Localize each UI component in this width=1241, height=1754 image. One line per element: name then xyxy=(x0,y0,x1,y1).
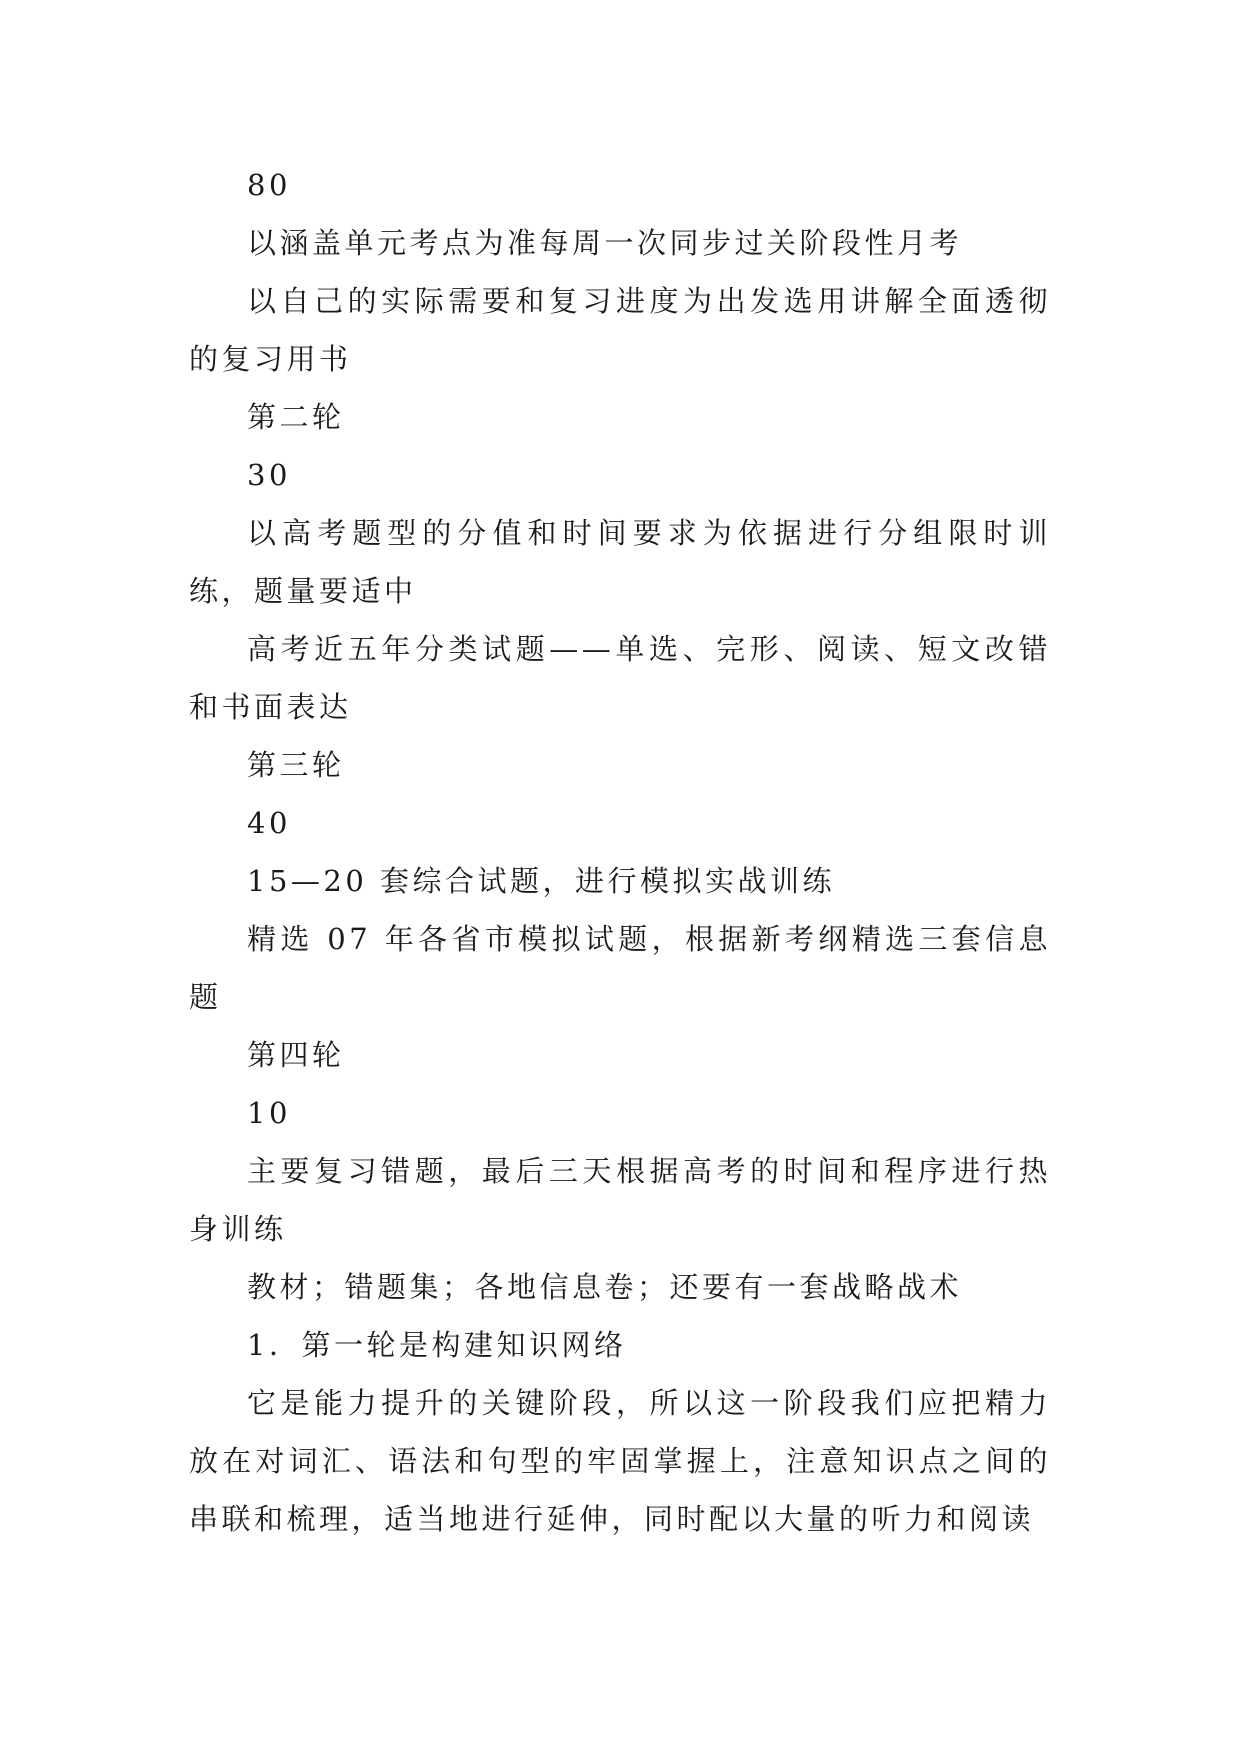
paragraph-round4-days: 10 xyxy=(247,1096,291,1130)
paragraph-round3-materials: 精选 07 年各省市模拟试题，根据新考纲精选三套信息题 xyxy=(189,922,1051,1014)
paragraph-round2-materials: 高考近五年分类试题——单选、完形、阅读、短文改错和书面表达 xyxy=(189,632,1051,724)
paragraph-round3-method: 15—20 套综合试题，进行模拟实战训练 xyxy=(247,864,836,898)
paragraph-round2-method: 以高考题型的分值和时间要求为依据进行分组限时训练，题量要适中 xyxy=(189,516,1051,608)
document-page xyxy=(189,156,1051,1548)
paragraph-round3-title: 第三轮 xyxy=(247,748,345,782)
paragraph-round1-materials: 以自己的实际需要和复习进度为出发选用讲解全面透彻的复习用书 xyxy=(189,284,1051,376)
paragraph-round4-title: 第四轮 xyxy=(247,1038,345,1072)
paragraph-round4-method: 主要复习错题，最后三天根据高考的时间和程序进行热身训练 xyxy=(189,1154,1051,1246)
paragraph-round1-days: 80 xyxy=(247,168,291,202)
paragraph-round2-title: 第二轮 xyxy=(247,400,345,434)
section-heading-round1: 1．第一轮是构建知识网络 xyxy=(247,1328,627,1362)
paragraph-round2-days: 30 xyxy=(247,458,291,492)
paragraph-round3-days: 40 xyxy=(247,806,291,840)
paragraph-round4-materials: 教材；错题集；各地信息卷；还要有一套战略战术 xyxy=(247,1270,963,1304)
paragraph-round1-method: 以涵盖单元考点为准每周一次同步过关阶段性月考 xyxy=(247,226,963,260)
paragraph-round1-explanation: 它是能力提升的关键阶段，所以这一阶段我们应把精力放在对词汇、语法和句型的牢固掌握上，注意知识点之间的串联和梳理，适当地进行延伸，同时配以大量的听力和阅读 xyxy=(189,1386,1051,1536)
